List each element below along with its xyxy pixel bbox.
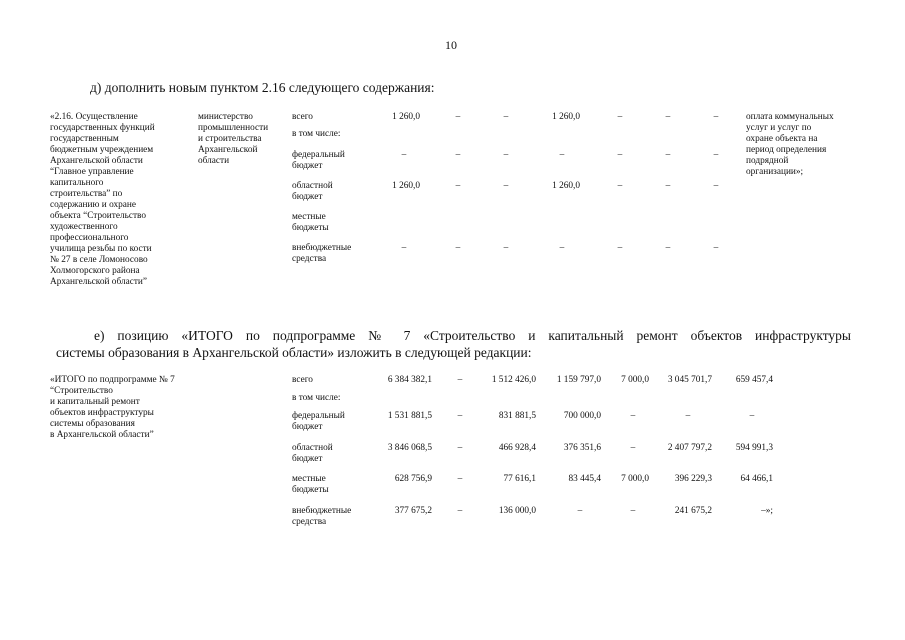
section-e-line-1: е) позицию «ИТОГО по подпрограмме № 7 «Строительство и капитальный ремонт объектов инфраструктуры <box>94 328 851 343</box>
table-cell: 1 260,0 <box>552 112 580 122</box>
row-label: всего <box>292 375 313 385</box>
table-cell: 1 512 426,0 <box>491 375 536 385</box>
row-label: областной бюджет <box>292 181 333 202</box>
table-cell: – <box>401 243 407 253</box>
table-cell: 77 616,1 <box>503 474 536 484</box>
row-label: федеральный бюджет <box>292 150 345 171</box>
table-cell: – <box>665 150 671 160</box>
table-cell: – <box>617 181 623 191</box>
table-cell: – <box>455 181 461 191</box>
table-cell: – <box>455 112 461 122</box>
row-label: всего <box>292 112 313 122</box>
table-cell: 7 000,0 <box>621 375 649 385</box>
table-cell: – <box>617 150 623 160</box>
table-cell: 1 531 881,5 <box>387 411 432 421</box>
table-cell: – <box>617 243 623 253</box>
table-cell: 241 675,2 <box>674 506 712 516</box>
table-cell: – <box>559 243 565 253</box>
table-cell: – <box>457 474 463 484</box>
table-cell: – <box>630 443 636 453</box>
table-cell: – <box>503 243 509 253</box>
table-cell: – <box>559 150 565 160</box>
table-cell: –»; <box>761 506 773 516</box>
row-label: внебюджетные средства <box>292 243 352 264</box>
table-cell: 1 260,0 <box>552 181 580 191</box>
table-cell: – <box>630 411 636 421</box>
table-cell: 700 000,0 <box>563 411 601 421</box>
table-cell: – <box>457 411 463 421</box>
table-cell: – <box>665 181 671 191</box>
table-cell: – <box>457 375 463 385</box>
row-label: в том числе: <box>292 393 341 403</box>
table-cell: – <box>457 506 463 516</box>
row-label: федеральный бюджет <box>292 411 345 432</box>
row-label: внебюджетные средства <box>292 506 352 527</box>
section-d-executor: министерство промышленности и строительства Архангельской области <box>198 112 269 166</box>
section-d-item-name: «2.16. Осуществление государственных функций государственным бюджетным учреждением Архангельской области “Главное управление капитального строительства” по содержанию и охране объекта “Строительство художественного профессионального училища резьбы по кости № 27 в селе Ломоносово Холмогорского района Архангельской области” <box>50 112 155 287</box>
table-cell: – <box>713 243 719 253</box>
table-cell: – <box>455 243 461 253</box>
table-cell: 1 260,0 <box>392 181 420 191</box>
table-cell: – <box>401 150 407 160</box>
table-cell: 1 159 797,0 <box>556 375 601 385</box>
table-cell: 2 407 797,2 <box>667 443 712 453</box>
table-cell: – <box>713 150 719 160</box>
table-cell: 466 928,4 <box>498 443 536 453</box>
table-cell: – <box>713 112 719 122</box>
row-label: местные бюджеты <box>292 212 329 233</box>
table-cell: – <box>685 411 691 421</box>
table-cell: 831 881,5 <box>498 411 536 421</box>
section-e-line-2: системы образования в Архангельской области» изложить в следующей редакции: <box>56 345 532 360</box>
table-cell: 136 000,0 <box>498 506 536 516</box>
table-cell: 1 260,0 <box>392 112 420 122</box>
row-label: в том числе: <box>292 129 341 139</box>
table-cell: – <box>713 181 719 191</box>
table-cell: 6 384 382,1 <box>387 375 432 385</box>
section-d-note: оплата коммунальных услуг и услуг по охране объекта на период определения подрядной организации»; <box>746 112 834 177</box>
table-cell: – <box>749 411 755 421</box>
table-cell: – <box>665 243 671 253</box>
table-cell: 3 846 068,5 <box>387 443 432 453</box>
table-cell: – <box>630 506 636 516</box>
section-d-heading: д) дополнить новым пунктом 2.16 следующего содержания: <box>90 80 435 95</box>
row-label: местные бюджеты <box>292 474 329 495</box>
table-cell: – <box>457 443 463 453</box>
table-cell: – <box>503 112 509 122</box>
page-number: 10 <box>445 38 457 52</box>
table-cell: 377 675,2 <box>394 506 432 516</box>
table-cell: 7 000,0 <box>621 474 649 484</box>
table-cell: 594 991,3 <box>735 443 773 453</box>
table-cell: 3 045 701,7 <box>667 375 712 385</box>
section-e-paragraph <box>56 327 851 361</box>
table-cell: 628 756,9 <box>394 474 432 484</box>
table-cell: 83 445,4 <box>568 474 601 484</box>
section-e-item-name: «ИТОГО по подпрограмме № 7 “Строительство и капитальный ремонт объектов инфраструктуры системы образования в Архангельской области” <box>50 375 175 440</box>
row-label: областной бюджет <box>292 443 333 464</box>
table-cell: 376 351,6 <box>563 443 601 453</box>
table-cell: 64 466,1 <box>740 474 773 484</box>
table-cell: – <box>665 112 671 122</box>
table-cell: – <box>617 112 623 122</box>
table-cell: 396 229,3 <box>674 474 712 484</box>
table-cell: – <box>455 150 461 160</box>
table-cell: 659 457,4 <box>735 375 773 385</box>
table-cell: – <box>503 150 509 160</box>
table-cell: – <box>503 181 509 191</box>
table-cell: – <box>577 506 583 516</box>
